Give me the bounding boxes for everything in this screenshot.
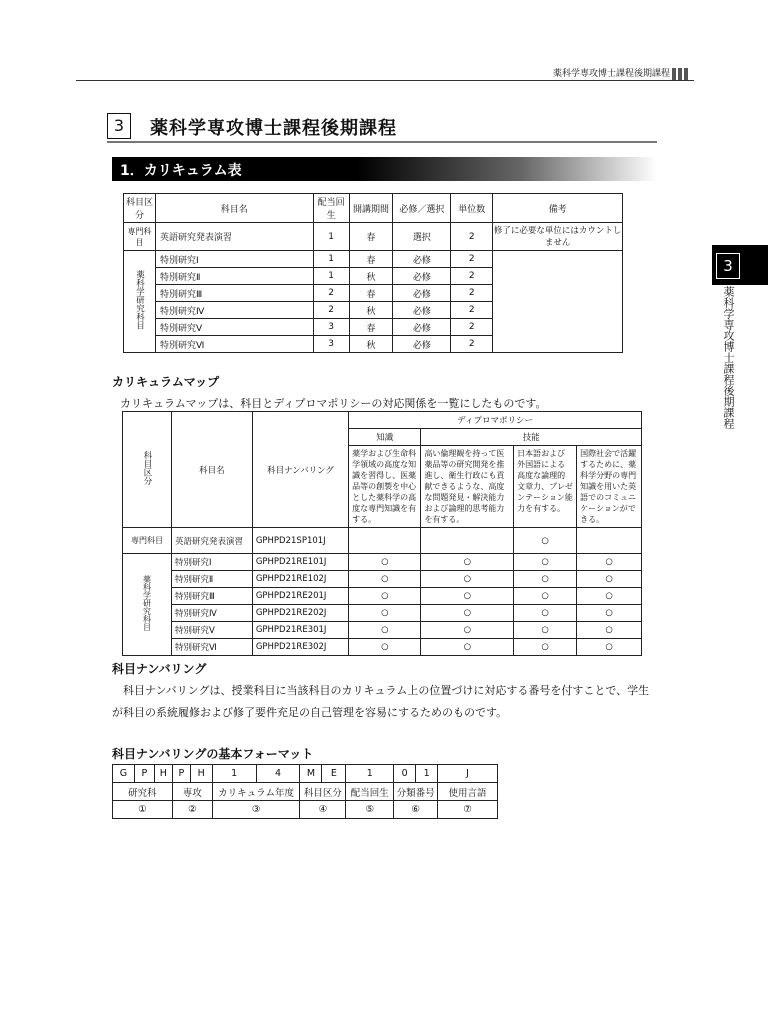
subject-cell: 特別研究Ⅳ xyxy=(155,302,313,319)
map-category-label: 薬科学研究科目 xyxy=(142,575,152,631)
map-mark-cell: ○ xyxy=(349,554,421,571)
map-mark-cell: ○ xyxy=(577,639,642,656)
map-header-dp: ディプロマポリシー xyxy=(349,412,642,429)
map-mark-cell: ○ xyxy=(421,588,514,605)
req-cell: 必修 xyxy=(393,285,451,302)
format-char: 4 xyxy=(256,765,300,783)
map-mark-cell: ○ xyxy=(514,554,577,571)
map-code-cell: GPHPD21RE101J xyxy=(252,554,348,571)
section-title: 1．カリキュラム表 xyxy=(120,163,242,179)
header-category: 科目区分 xyxy=(124,194,156,223)
format-chars-row xyxy=(113,765,498,783)
dp4-desc: 国際社会で活躍するために、薬科学分野の専門知識を用いた英語でのコミュニケーションができる。 xyxy=(577,446,642,528)
numbering-format-table xyxy=(112,764,498,819)
chapter-rule xyxy=(107,141,657,143)
map-code-cell: GPHPD21RE102J xyxy=(252,571,348,588)
map-mark-cell: ○ xyxy=(349,639,421,656)
format-num: ③ xyxy=(212,801,300,819)
term-cell: 春 xyxy=(349,223,393,251)
format-nums-row xyxy=(113,801,498,819)
map-mark-cell: ○ xyxy=(577,588,642,605)
table-row xyxy=(124,251,623,268)
subject-cell: 特別研究Ⅲ xyxy=(155,285,313,302)
map-code-cell: GPHPD21RE301J xyxy=(252,622,348,639)
map-category-cell xyxy=(123,554,172,656)
dp3-desc: 日本語および外国語による高度な論理的文章力、プレゼンテーション能力を有する。 xyxy=(514,446,577,528)
map-mark-cell xyxy=(421,528,514,554)
map-mark-cell xyxy=(577,528,642,554)
map-subject-cell: 特別研究Ⅰ xyxy=(172,554,253,571)
subject-cell: 特別研究Ⅱ xyxy=(155,268,313,285)
year-cell: 1 xyxy=(313,251,349,268)
map-mark-cell: ○ xyxy=(577,554,642,571)
map-subject-cell: 特別研究Ⅳ xyxy=(172,605,253,622)
dp2-desc: 高い倫理観を持って医薬品等の研究開発を推進し、衛生行政にも貢献できるような、高度な問題発見・解決能力および論理的思考能力を有する。 xyxy=(421,446,514,528)
map-header-knowledge: 知識 xyxy=(349,429,421,446)
format-char: H xyxy=(154,765,172,783)
credits-cell: 2 xyxy=(451,223,493,251)
year-cell: 2 xyxy=(313,302,349,319)
table-row xyxy=(123,588,642,605)
map-mark-cell: ○ xyxy=(514,605,577,622)
map-code-cell: GPHPD21SP101J xyxy=(252,528,348,554)
map-mark-cell: ○ xyxy=(349,605,421,622)
map-mark-cell: ○ xyxy=(577,571,642,588)
note-cell xyxy=(493,251,623,353)
numbering-heading: 科目ナンバリング xyxy=(112,662,207,676)
year-cell: 3 xyxy=(313,319,349,336)
format-label: 専攻 xyxy=(172,783,212,801)
map-mark-cell: ○ xyxy=(577,605,642,622)
map-mark-cell: ○ xyxy=(349,571,421,588)
format-labels-row xyxy=(113,783,498,801)
subject-cell: 英語研究発表演習 xyxy=(155,223,313,251)
req-cell: 必修 xyxy=(393,336,451,353)
map-mark-cell: ○ xyxy=(514,622,577,639)
format-num: ① xyxy=(113,801,173,819)
chapter-title: 薬科学専攻博士課程後期課程 xyxy=(150,118,397,139)
map-mark-cell: ○ xyxy=(514,588,577,605)
format-label: 分類番号 xyxy=(394,783,438,801)
map-subject-cell: 特別研究Ⅱ xyxy=(172,571,253,588)
req-cell: 必修 xyxy=(393,268,451,285)
curriculum-map-table xyxy=(122,411,642,656)
table-row xyxy=(123,554,642,571)
category-cell xyxy=(124,251,156,353)
term-cell: 秋 xyxy=(349,336,393,353)
header-bars-decoration xyxy=(672,66,694,79)
req-cell: 選択 xyxy=(393,223,451,251)
table-row xyxy=(123,622,642,639)
map-code-cell: GPHPD21RE202J xyxy=(252,605,348,622)
credits-cell: 2 xyxy=(451,302,493,319)
curriculum-table xyxy=(123,193,623,353)
map-mark-cell: ○ xyxy=(514,639,577,656)
format-num: ④ xyxy=(300,801,346,819)
credits-cell: 2 xyxy=(451,268,493,285)
map-mark-cell: ○ xyxy=(421,622,514,639)
numbering-paragraph-line2: が科目の系統履修および修了要件充足の自己管理を容易にするためのものです。 xyxy=(112,706,508,719)
credits-cell: 2 xyxy=(451,285,493,302)
header-subject: 科目名 xyxy=(155,194,313,223)
map-mark-cell: ○ xyxy=(349,622,421,639)
map-subject-cell: 特別研究Ⅲ xyxy=(172,588,253,605)
format-char: G xyxy=(113,765,135,783)
header-required: 必修／選択 xyxy=(393,194,451,223)
map-code-cell: GPHPD21RE201J xyxy=(252,588,348,605)
year-cell: 1 xyxy=(313,268,349,285)
format-num: ⑦ xyxy=(438,801,498,819)
format-num: ⑤ xyxy=(346,801,394,819)
format-char: 1 xyxy=(212,765,256,783)
format-label: 配当回生 xyxy=(346,783,394,801)
table-row xyxy=(123,571,642,588)
format-char: E xyxy=(322,765,346,783)
map-subject-cell: 特別研究Ⅵ xyxy=(172,639,253,656)
numbering-paragraph-line1: 科目ナンバリングは、授業科目に当該科目のカリキュラム上の位置づけに対応する番号を付すことで、学生 xyxy=(123,684,650,697)
map-mark-cell: ○ xyxy=(421,554,514,571)
map-mark-cell: ○ xyxy=(514,571,577,588)
map-mark-cell: ○ xyxy=(421,639,514,656)
term-cell: 春 xyxy=(349,285,393,302)
header-notes: 備考 xyxy=(493,194,623,223)
format-char: M xyxy=(300,765,322,783)
format-heading: 科目ナンバリングの基本フォーマット xyxy=(112,747,314,761)
map-header-numbering: 科目ナンバリング xyxy=(252,412,348,528)
side-tab-text: 薬科学専攻博士課程後期課程 xyxy=(722,286,735,429)
format-char: 1 xyxy=(416,765,438,783)
format-char: 1 xyxy=(346,765,394,783)
format-label: 使用言語 xyxy=(438,783,498,801)
category-cell: 専門科目 xyxy=(124,223,156,251)
map-mark-cell: ○ xyxy=(577,622,642,639)
table-row xyxy=(123,639,642,656)
subject-cell: 特別研究Ⅵ xyxy=(155,336,313,353)
map-header-category xyxy=(123,412,172,528)
curriculum-header-row xyxy=(124,194,623,223)
credits-cell: 2 xyxy=(451,336,493,353)
format-char: P xyxy=(172,765,190,783)
format-num: ⑥ xyxy=(394,801,438,819)
map-header-skills: 技能 xyxy=(421,429,642,446)
table-row xyxy=(123,605,642,622)
table-row xyxy=(123,528,642,554)
subject-cell: 特別研究Ⅰ xyxy=(155,251,313,268)
req-cell: 必修 xyxy=(393,319,451,336)
header-year: 配当回生 xyxy=(313,194,349,223)
term-cell: 秋 xyxy=(349,268,393,285)
map-subject-cell: 特別研究Ⅴ xyxy=(172,622,253,639)
map-header-row xyxy=(123,412,642,429)
dp1-desc: 薬学および生命科学領域の高度な知識を習得し、医薬品等の創製を中心とした薬科学の高度な専門知識を有する。 xyxy=(349,446,421,528)
map-category-cell: 専門科目 xyxy=(123,528,172,554)
category-label: 薬科学研究科目 xyxy=(134,270,145,330)
header-term: 開講期間 xyxy=(349,194,393,223)
header-credits: 単位数 xyxy=(451,194,493,223)
map-header-subject: 科目名 xyxy=(172,412,253,528)
year-cell: 3 xyxy=(313,336,349,353)
format-label: 研究科 xyxy=(113,783,173,801)
format-char: 0 xyxy=(394,765,416,783)
side-tab-number: 3 xyxy=(716,253,740,279)
year-cell: 1 xyxy=(313,223,349,251)
format-char: P xyxy=(134,765,154,783)
map-code-cell: GPHPD21RE302J xyxy=(252,639,348,656)
credits-cell: 2 xyxy=(451,251,493,268)
term-cell: 春 xyxy=(349,319,393,336)
format-char: J xyxy=(438,765,498,783)
map-mark-cell xyxy=(349,528,421,554)
map-mark-cell: ○ xyxy=(421,571,514,588)
chapter-number: 3 xyxy=(107,113,131,139)
req-cell: 必修 xyxy=(393,251,451,268)
year-cell: 2 xyxy=(313,285,349,302)
map-subject-cell: 英語研究発表演習 xyxy=(172,528,253,554)
note-cell: 修了に必要な単位にはカウントしません xyxy=(493,223,623,251)
map-category-label: 科目区分 xyxy=(142,451,152,485)
map-mark-cell: ○ xyxy=(421,605,514,622)
format-char: H xyxy=(190,765,212,783)
running-header: 薬科学専攻博士課程後期課程 xyxy=(552,69,670,79)
curriculum-map-heading: カリキュラムマップ xyxy=(112,375,220,389)
credits-cell: 2 xyxy=(451,319,493,336)
format-num: ② xyxy=(172,801,212,819)
format-label: カリキュラム年度 xyxy=(212,783,300,801)
map-mark-cell: ○ xyxy=(349,588,421,605)
term-cell: 春 xyxy=(349,251,393,268)
table-row xyxy=(124,223,623,251)
header-rule xyxy=(76,80,694,81)
format-label: 科目区分 xyxy=(300,783,346,801)
subject-cell: 特別研究Ⅴ xyxy=(155,319,313,336)
term-cell: 秋 xyxy=(349,302,393,319)
req-cell: 必修 xyxy=(393,302,451,319)
curriculum-map-intro: カリキュラムマップは、科目とディプロマポリシーの対応関係を一覧にしたものです。 xyxy=(120,397,547,410)
map-mark-cell: ○ xyxy=(514,528,577,554)
